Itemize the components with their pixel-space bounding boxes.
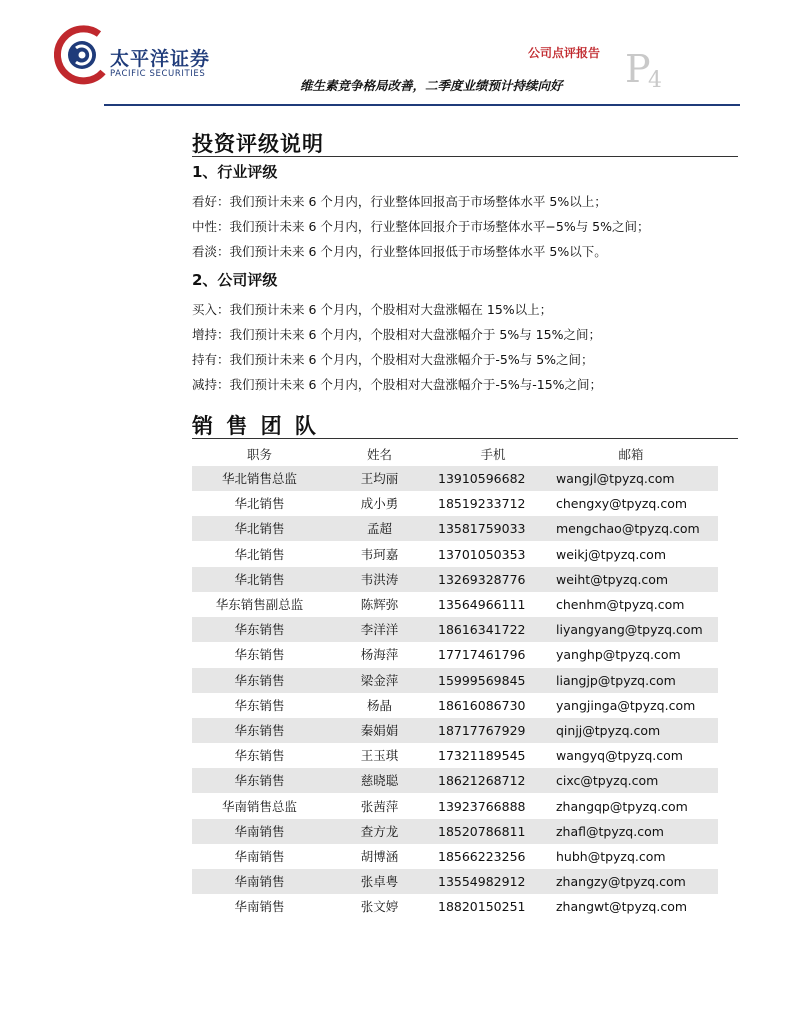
industry-rating-line: 看淡：我们预计未来 6 个月内，行业整体回报低于市场整体水平 5%以下。	[192, 244, 607, 259]
rating-section-title: 投资评级说明	[192, 132, 324, 156]
table-row	[192, 743, 718, 768]
email-cell: zhangqp@tpyzq.com	[556, 798, 688, 814]
email-cell: hubh@tpyzq.com	[556, 849, 666, 864]
role-cell: 华东销售	[234, 748, 285, 764]
table-row	[192, 617, 718, 642]
role-cell: 华北销售	[234, 571, 285, 587]
name-cell: 张卓粤	[360, 874, 399, 890]
company-rating-line: 增持：我们预计未来 6 个月内，个股相对大盘涨幅介于 5%与 15%之间；	[192, 327, 601, 342]
email-cell: liangjp@tpyzq.com	[556, 672, 676, 688]
table-row	[192, 642, 718, 667]
table-row	[192, 894, 718, 919]
logo-text-cn: 太平洋证券	[110, 48, 211, 70]
name-cell: 成小勇	[360, 496, 399, 512]
phone-cell: 18519233712	[438, 496, 526, 512]
phone-cell: 18520786811	[438, 823, 526, 839]
role-cell: 华东销售	[234, 773, 285, 789]
header-divider	[104, 104, 740, 106]
document-type: 公司点评报告	[528, 46, 601, 60]
role-cell: 华北销售	[234, 496, 285, 512]
email-cell: wangjl@tpyzq.com	[556, 471, 675, 486]
page-letter: P	[625, 47, 651, 91]
industry-rating-line: 中性：我们预计未来 6 个月内，行业整体回报介于市场整体水平−5%与 5%之间；	[192, 219, 650, 234]
role-cell: 华南销售	[234, 899, 285, 915]
column-header-phone: 手机	[480, 447, 506, 462]
name-cell: 陈辉弥	[360, 597, 399, 612]
name-cell: 韦珂嘉	[360, 546, 399, 562]
email-cell: yangjinga@tpyzq.com	[556, 697, 696, 713]
rating-section-divider	[192, 156, 738, 157]
table-row	[192, 844, 718, 869]
phone-cell: 18616086730	[438, 697, 526, 713]
company-rating-line: 减持：我们预计未来 6 个月内，个股相对大盘涨幅介于-5%与-15%之间；	[192, 377, 603, 392]
role-cell: 华东销售副总监	[215, 597, 304, 612]
role-cell: 华北销售	[234, 546, 285, 562]
industry-rating-title: 1、行业评级	[192, 163, 278, 181]
table-row	[192, 819, 718, 844]
role-cell: 华南销售	[234, 874, 285, 890]
email-cell: qinjj@tpyzq.com	[556, 723, 661, 738]
phone-cell: 13581759033	[438, 521, 526, 537]
table-row	[192, 542, 718, 567]
phone-cell: 13554982912	[438, 874, 526, 890]
role-cell: 华北销售总监	[221, 471, 297, 486]
name-cell: 梁金萍	[360, 672, 399, 688]
name-cell: 张茜萍	[360, 798, 399, 814]
email-cell: wangyq@tpyzq.com	[556, 748, 683, 764]
table-row	[192, 768, 718, 793]
name-cell: 胡博涵	[360, 849, 399, 864]
phone-cell: 18717767929	[438, 723, 526, 738]
role-cell: 华东销售	[234, 622, 285, 638]
table-row	[192, 466, 718, 491]
role-cell: 华南销售	[234, 823, 285, 839]
role-cell: 华东销售	[234, 672, 285, 688]
logo-text-en: PACIFIC SECURITIES	[110, 69, 206, 79]
column-header-role: 职务	[246, 447, 272, 462]
table-row	[192, 693, 718, 718]
email-cell: weikj@tpyzq.com	[556, 546, 666, 562]
report-title: 维生素竞争格局改善，二季度业绩预计持续向好	[300, 78, 563, 93]
name-cell: 秦娟娟	[360, 723, 399, 738]
email-cell: liyangyang@tpyzq.com	[556, 622, 703, 638]
name-cell: 张文婷	[360, 899, 399, 915]
name-cell: 查方龙	[360, 823, 399, 839]
role-cell: 华南销售总监	[221, 798, 297, 814]
phone-cell: 18616341722	[438, 622, 526, 638]
company-rating-line: 持有：我们预计未来 6 个月内，个股相对大盘涨幅介于-5%与 5%之间；	[192, 352, 594, 367]
phone-cell: 13923766888	[438, 798, 526, 814]
phone-cell: 13701050353	[438, 546, 526, 562]
email-cell: cixc@tpyzq.com	[556, 773, 659, 789]
column-header-email: 邮箱	[618, 447, 644, 462]
email-cell: zhangwt@tpyzq.com	[556, 899, 688, 915]
phone-cell: 13269328776	[438, 571, 526, 587]
table-row	[192, 668, 718, 693]
role-cell: 华东销售	[234, 647, 285, 663]
email-cell: weiht@tpyzq.com	[556, 571, 669, 587]
phone-cell: 13564966111	[438, 597, 526, 612]
email-cell: chengxy@tpyzq.com	[556, 496, 688, 512]
company-rating-line: 买入：我们预计未来 6 个月内，个股相对大盘涨幅在 15%以上；	[192, 302, 553, 317]
table-row	[192, 869, 718, 894]
email-cell: yanghp@tpyzq.com	[556, 647, 681, 663]
role-cell: 华北销售	[234, 521, 285, 537]
sales-team-title: 销 售 团 队	[192, 414, 319, 438]
table-row	[192, 567, 718, 592]
name-cell: 王玉琪	[360, 748, 399, 764]
phone-cell: 17321189545	[438, 748, 526, 764]
table-row	[192, 794, 718, 819]
role-cell: 华南销售	[234, 849, 285, 864]
industry-rating-line: 看好：我们预计未来 6 个月内，行业整体回报高于市场整体水平 5%以上；	[192, 194, 607, 209]
phone-cell: 18566223256	[438, 849, 526, 864]
phone-cell: 17717461796	[438, 647, 526, 663]
role-cell: 华东销售	[234, 697, 285, 713]
phone-cell: 18820150251	[438, 899, 526, 915]
name-cell: 李洋洋	[360, 622, 399, 638]
page-number: 4	[648, 68, 662, 93]
name-cell: 韦洪涛	[360, 571, 399, 587]
table-row	[192, 491, 718, 516]
email-cell: mengchao@tpyzq.com	[556, 521, 700, 537]
phone-cell: 18621268712	[438, 773, 526, 789]
phone-cell: 15999569845	[438, 672, 526, 688]
name-cell: 杨海萍	[360, 647, 399, 663]
email-cell: zhafl@tpyzq.com	[556, 823, 664, 839]
company-logo-icon	[54, 22, 108, 88]
table-row	[192, 516, 718, 541]
phone-cell: 13910596682	[438, 471, 526, 486]
email-cell: chenhm@tpyzq.com	[556, 597, 685, 612]
column-header-name: 姓名	[366, 447, 392, 462]
name-cell: 慈晓聪	[360, 773, 399, 789]
email-cell: zhangzy@tpyzq.com	[556, 874, 686, 890]
name-cell: 王均丽	[360, 471, 399, 486]
sales-team-divider	[192, 438, 738, 439]
role-cell: 华东销售	[234, 723, 285, 738]
name-cell: 孟超	[366, 521, 392, 537]
company-rating-title: 2、公司评级	[192, 271, 278, 289]
name-cell: 杨晶	[366, 697, 392, 713]
table-row	[192, 718, 718, 743]
table-row	[192, 592, 718, 617]
